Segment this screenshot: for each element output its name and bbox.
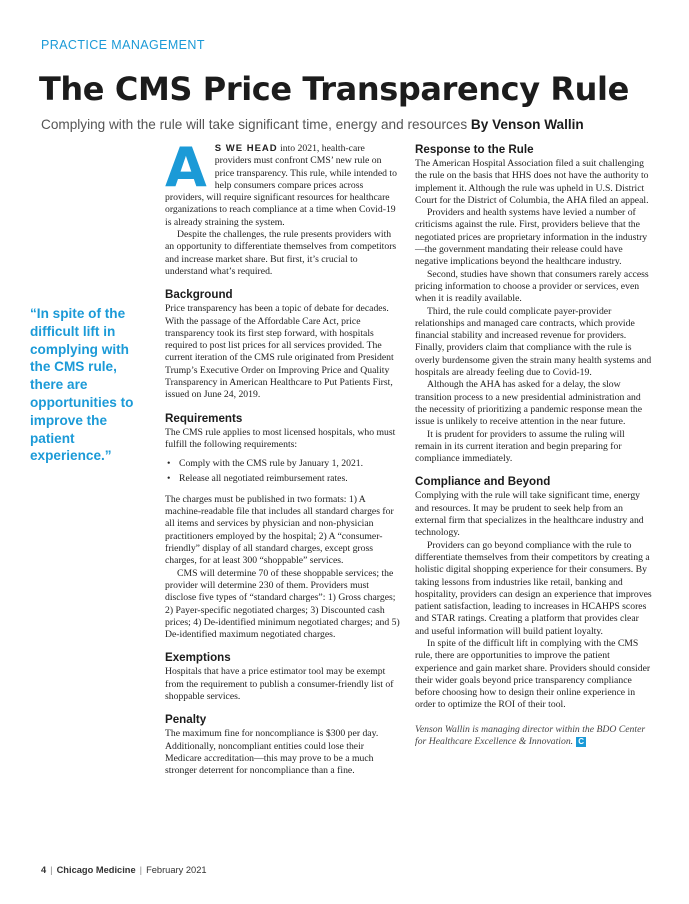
body-paragraph: Second, studies have shown that consumers rarely access pricing information to choose a provider or services, even when it is readily available. — [415, 268, 649, 305]
list-item: • Comply with the CMS rule by January 1, 2021. — [165, 458, 401, 470]
article-title: The CMS Price Transparency Rule — [39, 70, 629, 108]
byline: By Venson Wallin — [470, 117, 584, 132]
body-paragraph: Complying with the rule will take significant time, energy and resources. It may be prudent to seek help from an external firm that specializes in the healthcare industry and technology. — [415, 490, 644, 539]
dek-text: Complying with the rule will take significant time, energy and resources — [41, 117, 468, 132]
body-paragraph: It is prudent for providers to assume the ruling will remain in its current iteration and begin preparing for compliance immediately. — [415, 428, 625, 465]
body-paragraph: CMS will determine 70 of these shoppable services; the provider will determine 230 of them. Providers must disclose five types of “standard charges”: 1) Gross charges; 2) Payer-specific negotiated charges; 3) Discounted cash prices; 4) De-identified minimum negotiated charges; and 5) De-identified maximum negotiated charges. — [165, 567, 400, 641]
footer-divider: | — [139, 865, 143, 875]
body-paragraph: The maximum fine for noncompliance is $300 per day. Additionally, noncompliant entities could lose their Medicare accreditation—this may prove to be a much stronger deterrent for noncompliance than a fine. — [165, 728, 379, 777]
column-middle — [165, 136, 401, 777]
page-number: 4 — [41, 865, 47, 875]
issue-date: February 2021 — [146, 865, 207, 875]
body-paragraph: Despite the challenges, the rule presents providers with an opportunity to differentiate themselves from competitors and increase market share. But first, it’s crucial to understand what’s required. — [165, 229, 397, 277]
section-heading-penalty: Penalty — [165, 713, 207, 727]
body-paragraph: Providers can go beyond compliance with the rule to differentiate themselves from their competitors by creating a holistic digital shopping experience for their consumers. By taking lessons from industries like retail, banking and hospitality, providers can design an experience that improves patient satisfaction, leading to increases in HCAHPS scores and STAR ratings. Creating a platform that provides clear and useful information will build patient loyalty. — [415, 539, 652, 637]
publication-name: Chicago Medicine — [56, 865, 136, 875]
section-label: PRACTICE MANAGEMENT — [41, 38, 205, 52]
body-paragraph: Price transparency has been a topic of debate for decades. With the passage of the Affordable Care Act, price transparency took its first step forward, with hospitals required to post list prices for all services provided. The current iteration of the CMS rule originated from President Trump’s Executive Order on Improving Price and Quality Transparency in American Healthcare to Put Patients First, issued on June 24, 2019. — [165, 303, 394, 401]
section-heading-background: Background — [165, 288, 233, 302]
section-heading-requirements: Requirements — [165, 411, 243, 425]
body-paragraph: The charges must be published in two formats: 1) A machine-readable file that includes all standard charges for all items and services by physician and non-physician practitioners employed by the hospital; 2) A “consumer-friendly” display of all standard charges, except gross charges, for at least 300 “shoppable” services. — [165, 493, 394, 567]
section-heading-compliance: Compliance and Beyond — [415, 475, 551, 489]
list-item: • Release all negotiated reimbursement rates. — [165, 473, 401, 485]
section-heading-exemptions: Exemptions — [165, 651, 231, 665]
intro-text: into 2021, health-care providers must confront CMS’ new rule on price transparency. This rule, while intended to help consumers compare prices across providers, will require significant resources for healthcare organizations to reach compliance at a time when Covid-19 is already straining the system. — [165, 143, 397, 228]
column-right — [415, 143, 653, 748]
drop-cap: A — [165, 136, 207, 199]
section-heading-response: Response to the Rule — [415, 143, 534, 156]
end-mark-icon: C — [576, 737, 586, 747]
body-paragraph: Providers and health systems have levied a number of criticisms against the rule. First, providers believe that the negotiated prices are proprietary information in the industry—the government mandating their release could have negative implications beyond the healthcare industry. — [415, 207, 648, 268]
author-bio-text: Venson Wallin is managing director within the BDO Center for Healthcare Excellence & Innovation. — [415, 723, 646, 748]
body-paragraph: The American Hospital Association filed a suit challenging the rule on the basis that HHS does not have the authority to implement it. Although the rule was upheld in U.S. District Court for the District of Columbia, the AHA filed an appeal. — [415, 158, 649, 206]
lead-in: S WE HEAD — [214, 143, 278, 154]
body-paragraph: Third, the rule could complicate payer-provider relationships and managed care contracts, which provide financial stability and increased revenue for providers. Finally, providers claim that compliance with the rule is overly burdensome given the strain many health systems and hospitals are already feeling due to Covid-19. — [415, 305, 652, 379]
body-paragraph: The CMS rule applies to most licensed hospitals, who must fulfill the following requirements: — [165, 426, 396, 450]
requirements-list — [165, 458, 401, 485]
article-dek — [41, 117, 681, 132]
author-bio — [415, 724, 653, 749]
body-paragraph: Hospitals that have a price estimator tool may be exempt from the requirement to publish a consumer-friendly list of shoppable services. — [165, 666, 394, 702]
body-paragraph: Although the AHA has asked for a delay, the slow transition process to a new presidential administration and the necessity of prioritizing a pandemic response mean the issue is unlikely to receive attention in the near future. — [415, 379, 643, 428]
intro-paragraph — [165, 136, 401, 229]
pull-quote: “In spite of the difficult lift in complying with the CMS rule, there are opportunities to improve the patient experience.” — [30, 306, 134, 464]
page-footer — [41, 865, 207, 875]
footer-divider: | — [50, 865, 53, 875]
body-paragraph: In spite of the difficult lift in complying with the CMS rule, there are opportunities to improve the patient experience and gain market share. Providers should consider their wider goals beyond price transparency compliance before choosing how to design their online experience in order to optimize the ROI of their tool. — [415, 637, 651, 711]
